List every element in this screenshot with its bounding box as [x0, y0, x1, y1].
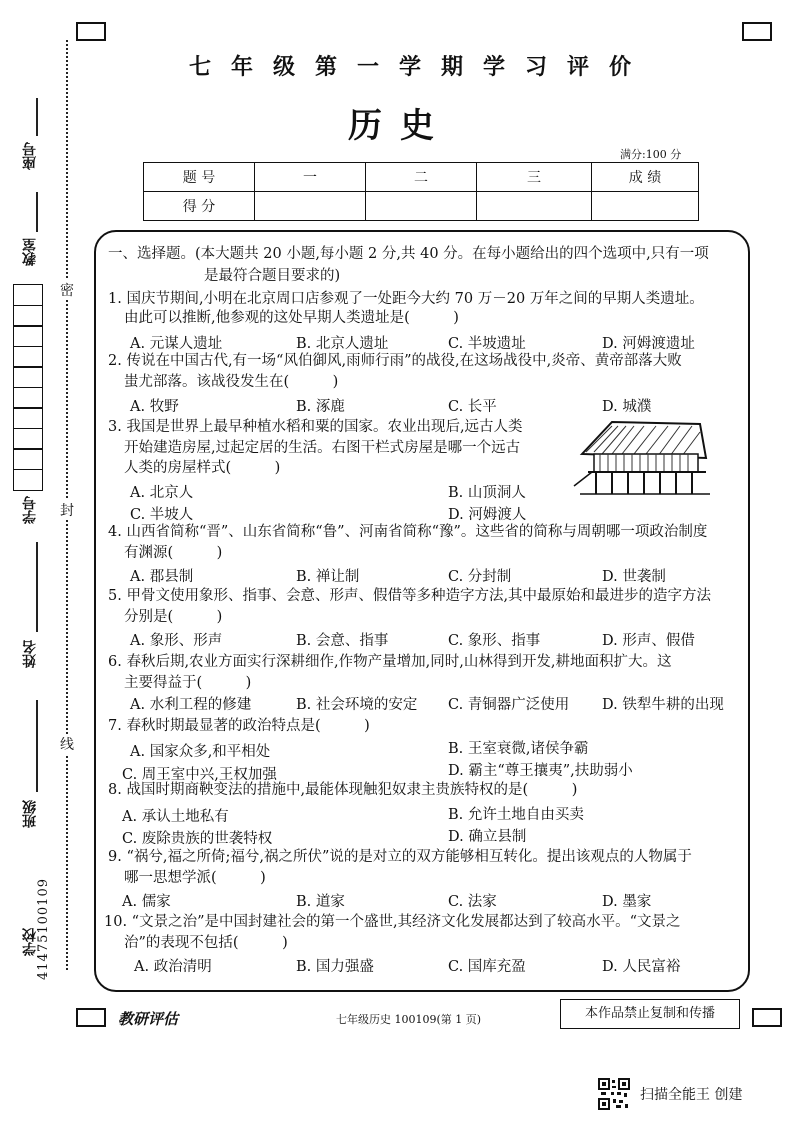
registration-mark	[76, 22, 106, 41]
q10-option-a[interactable]: A. 政治清明	[134, 959, 212, 975]
class-label: 班级	[22, 800, 38, 828]
q6-option-a[interactable]: A. 水利工程的修建	[130, 697, 252, 713]
seat-label: 座号	[22, 142, 38, 170]
q2-option-a[interactable]: A. 牧野	[130, 399, 179, 415]
name-label: 姓名	[22, 640, 38, 668]
q5-option-a[interactable]: A. 象形、形声	[130, 633, 223, 649]
q8-stem-line1: 8. 战国时期商鞅变法的措施中,最能体现触犯奴隶主贵族特权的是( )	[108, 782, 578, 798]
q4-option-c[interactable]: C. 分封制	[448, 569, 512, 585]
q7-option-c[interactable]: C. 周王室中兴,王权加强	[122, 767, 277, 783]
q7-option-d[interactable]: D. 霸主“尊王攘夷”,扶助弱小	[448, 763, 633, 779]
q1-option-b[interactable]: B. 北京人遗址	[296, 336, 389, 352]
q6-option-b[interactable]: B. 社会环境的安定	[296, 697, 418, 713]
q4-option-a[interactable]: A. 郡县制	[130, 569, 194, 585]
q3-stem-line3: 人类的房屋样式( )	[124, 460, 281, 476]
q4-option-d[interactable]: D. 世袭制	[602, 569, 666, 585]
q6-stem-line2: 主要得益于( )	[124, 675, 252, 691]
q10-option-c[interactable]: C. 国库充盈	[448, 959, 526, 975]
full-score: 满分:100 分	[620, 148, 682, 161]
q10-stem-line2: 治”的表现不包括( )	[124, 935, 288, 951]
q6-option-c[interactable]: C. 青铜器广泛使用	[448, 697, 570, 713]
registration-mark	[742, 22, 772, 41]
q3-stem-line2: 开始建造房屋,过起定居的生活。右图干栏式房屋是哪一个远古	[124, 440, 521, 456]
q1-stem-line1: 1. 国庆节期间,小明在北京周口店参观了一处距今大约 70 万－20 万年之间的早期人类遗址。	[108, 291, 704, 307]
q2-stem-line1: 2. 传说在中国古代,有一场“风伯御风,雨师行雨”的战役,在这场战役中,炎帝、黄帝部落大败	[108, 353, 682, 369]
q1-option-c[interactable]: C. 半坡遗址	[448, 336, 526, 352]
q5-option-c[interactable]: C. 象形、指事	[448, 633, 541, 649]
q10-option-d[interactable]: D. 人民富裕	[602, 959, 681, 975]
q5-option-d[interactable]: D. 形声、假借	[602, 633, 695, 649]
q9-option-d[interactable]: D. 墨家	[602, 894, 652, 910]
q8-option-b[interactable]: B. 允许土地自由买卖	[448, 807, 584, 823]
room-blank[interactable]	[36, 192, 38, 232]
qr-code-icon	[598, 1078, 630, 1110]
section-heading-2: 是最符合题目要求的)	[204, 268, 341, 284]
score-cell-1[interactable]	[255, 192, 366, 221]
registration-mark	[752, 1008, 782, 1027]
footer-page-info: 七年级历史 100109(第 1 页)	[336, 1013, 482, 1026]
seal-xian: 线	[60, 734, 74, 754]
q4-stem-line1: 4. 山西省简称“晋”、山东省简称“鲁”、河南省简称“豫”。这些省的简称与周朝哪一项政治制度	[108, 524, 708, 540]
q9-option-c[interactable]: C. 法家	[448, 894, 497, 910]
student-id-label: 学号	[22, 496, 38, 524]
room-label: 教室	[22, 238, 38, 266]
q8-option-a[interactable]: A. 承认土地私有	[122, 809, 229, 825]
q7-stem-line1: 7. 春秋时期最显著的政治特点是( )	[108, 718, 370, 734]
q3-stem-line1: 3. 我国是世界上最早种植水稻和粟的国家。农业出现后,远古人类	[108, 419, 523, 435]
score-header-3: 三	[477, 163, 592, 192]
score-table	[143, 162, 699, 221]
student-id-boxes[interactable]	[13, 284, 43, 489]
q5-stem-line2: 分别是( )	[124, 609, 223, 625]
registration-mark	[76, 1008, 106, 1027]
footer-brand: 教研评估	[118, 1010, 179, 1028]
q2-stem-line2: 蚩尤部落。该战役发生在( )	[124, 374, 339, 390]
q9-option-a[interactable]: A. 儒家	[122, 894, 171, 910]
q3-option-d[interactable]: D. 河姆渡人	[448, 507, 527, 523]
score-header-total: 成 绩	[592, 163, 699, 192]
section-heading-1: 一、选择题。(本大题共 20 小题,每小题 2 分,共 40 分。在每小题给出的四个选项中,只有一项	[108, 246, 709, 262]
q5-stem-line1: 5. 甲骨文使用象形、指事、会意、形声、假借等多种造字方法,其中最原始和最进步的造字方法	[108, 588, 712, 604]
score-row-label: 得 分	[144, 192, 255, 221]
score-header-2: 二	[366, 163, 477, 192]
score-cell-3[interactable]	[477, 192, 592, 221]
q8-option-d[interactable]: D. 确立县制	[448, 829, 527, 845]
seal-mi: 密	[60, 280, 74, 300]
score-cell-2[interactable]	[366, 192, 477, 221]
q3-option-a[interactable]: A. 北京人	[130, 485, 194, 501]
q2-option-d[interactable]: D. 城濮	[602, 399, 652, 415]
score-cell-total[interactable]	[592, 192, 699, 221]
q7-option-a[interactable]: A. 国家众多,和平相处	[130, 744, 271, 760]
score-header-1: 一	[255, 163, 366, 192]
score-header-label: 题 号	[144, 163, 255, 192]
q10-stem-line1: 10. “文景之治”是中国封建社会的第一个盛世,其经济文化发展都达到了较高水平。“文景之	[104, 914, 681, 930]
stilt-house-illustration	[572, 414, 712, 498]
copyright-notice: 本作品禁止复制和传播	[560, 999, 740, 1029]
seat-blank[interactable]	[36, 98, 38, 136]
school-label: 学校	[22, 928, 38, 956]
q1-stem-line2: 由此可以推断,他参观的这处早期人类遗址是( )	[124, 310, 459, 326]
q1-option-a[interactable]: A. 元谋人遗址	[130, 336, 223, 352]
q2-option-c[interactable]: C. 长平	[448, 399, 497, 415]
q4-option-b[interactable]: B. 禅让制	[296, 569, 360, 585]
q6-stem-line1: 6. 春秋后期,农业方面实行深耕细作,作物产量增加,同时,山林得到开发,耕地面积扩大。这	[108, 654, 672, 670]
q5-option-b[interactable]: B. 会意、指事	[296, 633, 389, 649]
school-id-number: 41475100109	[36, 878, 51, 980]
q6-option-d[interactable]: D. 铁犁牛耕的出现	[602, 697, 724, 713]
q7-option-b[interactable]: B. 王室衰微,诸侯争霸	[448, 741, 589, 757]
name-blank[interactable]	[36, 542, 38, 632]
seal-feng: 封	[60, 500, 74, 520]
q4-stem-line2: 有渊源( )	[124, 545, 223, 561]
class-blank[interactable]	[36, 700, 38, 792]
q1-option-d[interactable]: D. 河姆渡遗址	[602, 336, 695, 352]
q9-option-b[interactable]: B. 道家	[296, 894, 345, 910]
scanner-watermark: 扫描全能王 创建	[640, 1087, 743, 1103]
q3-option-c[interactable]: C. 半坡人	[130, 507, 194, 523]
q8-option-c[interactable]: C. 废除贵族的世袭特权	[122, 831, 273, 847]
q9-stem-line2: 哪一思想学派( )	[124, 870, 266, 886]
q3-option-b[interactable]: B. 山顶洞人	[448, 485, 526, 501]
subject-title: 历史	[348, 106, 452, 146]
q2-option-b[interactable]: B. 涿鹿	[296, 399, 345, 415]
q9-stem-line1: 9. “祸兮,福之所倚;福兮,祸之所伏”说的是对立的双方能够相互转化。提出该观点的人物属于	[108, 849, 692, 865]
q10-option-b[interactable]: B. 国力强盛	[296, 959, 374, 975]
exam-title: 七年级第一学期学习评价	[188, 54, 651, 80]
